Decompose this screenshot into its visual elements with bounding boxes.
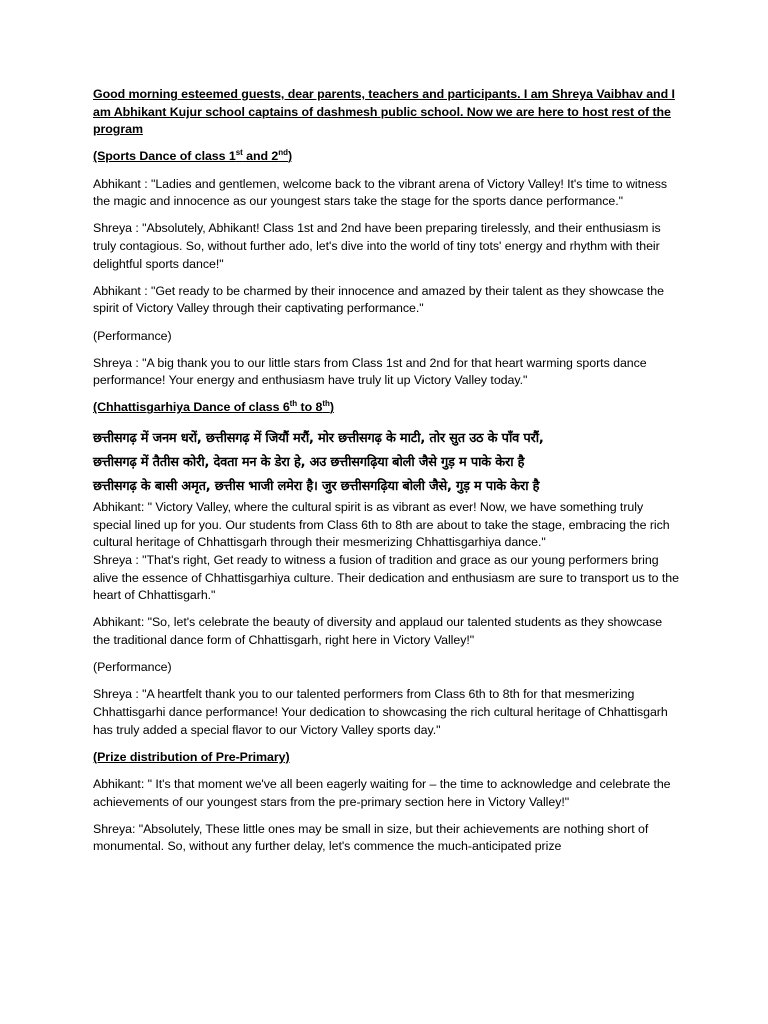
dialogue-abhikant: Abhikant : "Ladies and gentlemen, welcome back to the vibrant arena of Victory Valley! It's time to witness the magic and innocence as our youngest stars take the stage for the sports dance performance." [93,176,667,209]
dialogue-abhikant: Abhikant: "So, let's celebrate the beauty of diversity and applaud our talented students as they showcase the traditional dance form of Chhattisgarh, right here in Victory Valley!" [93,615,663,648]
dialogue-abhikant: Abhikant : "Get ready to be charmed by their innocence and amazed by their talent as they showcase the spirit of Victory Valley through their captivating performance." [93,283,664,316]
chhattisgarhiya-dance-heading [93,399,679,417]
dialogue-abhikant: Abhikant: " It's that moment we've all been eagerly waiting for – the time to acknowledge and celebrate the achievements of our youngest stars from the pre-primary section here in Victory Valley!" [93,776,671,809]
dialogue-shreya: Shreya : "That's right, Get ready to witness a fusion of tradition and grace as our young performers bring alive the essence of Chhattisgarhiya culture. Their dedication and enthusiasm are sure to transport us to the heart of Chhattisgarh." [93,553,679,603]
heading-text: (Sports Dance of class 1 [93,149,236,164]
hindi-verse-line: छत्तीसगढ़ में तैतीस कोरी, देवता मन के डेरा हे, अउ छत्तीसगढ़िया बोली जैसे गुड़ म पाके केरा है [93,454,525,470]
performance-note: (Performance) [93,660,172,675]
intro-paragraph: Good morning esteemed guests, dear parents, teachers and participants. I am Shreya Vaibhav and I am Abhikant Kujur school captains of dashmesh public school. Now we are here to host rest of the program [93,87,675,137]
heading-text: ) [329,400,334,415]
performance-note: (Performance) [93,328,172,343]
superscript: th [289,399,298,409]
hindi-verse-line: छत्तीसगढ़ के बासी अमृत, छत्तीस भाजी लमेरा है। जुर छत्तीसगढ़िया बोली जैसे, गुड़ म पाके केरा है [93,479,540,495]
heading-text: ) [287,149,293,164]
heading-text: to 8 [297,400,323,415]
heading-text: and 2 [242,149,279,164]
hindi-verse-line: छत्तीसगढ़ में जनम धरों, छत्तीसगढ़ में जियौं मरौं, मोर छत्तीसगढ़ के माटी, तोर सुत उठ के पाँव परौं, [93,430,544,446]
superscript: th [322,399,330,409]
sports-dance-heading [93,148,679,166]
dialogue-shreya: Shreya: "Absolutely, These little ones may be small in size, but their achievements are nothing short of monumental. So, without any further delay, let's commence the much-anticipated prize [93,821,649,854]
prize-distribution-heading: (Prize distribution of Pre-Primary) [93,749,290,764]
hindi-verse [93,427,679,500]
superscript: st [235,148,243,158]
dialogue-shreya: Shreya : "A heartfelt thank you to our talented performers from Class 6th to 8th for that mesmerizing Chhattisgarhi dance performance! Your dedication to showcasing the rich cultural heritage of Chhattisgarh has truly added a special flavor to our Victory Valley sports day." [93,687,668,737]
dialogue-shreya: Shreya : "A big thank you to our little stars from Class 1st and 2nd for that heart warming sports dance performance! Your energy and enthusiasm have truly lit up Victory Valley today." [93,355,647,388]
dialogue-abhikant: Abhikant: " Victory Valley, where the cultural spirit is as vibrant as ever! Now, we have something truly special lined up for you. Our students from Class 6th to 8th are about to take the stage, embracing the rich cultural heritage of Chhattisgarh through their mesmerizing Chhattisgarhiya dance." [93,500,670,550]
dialogue-shreya: Shreya : "Absolutely, Abhikant! Class 1st and 2nd have been preparing tirelessly, and their enthusiasm is truly contagious. So, without further ado, let's dive into the world of tiny tots' energy and rhythm with their delightful sports dance!" [93,221,661,271]
superscript: nd [278,148,288,158]
document-page [93,86,679,866]
heading-text: (Chhattisgarhiya Dance of class 6 [93,400,290,415]
